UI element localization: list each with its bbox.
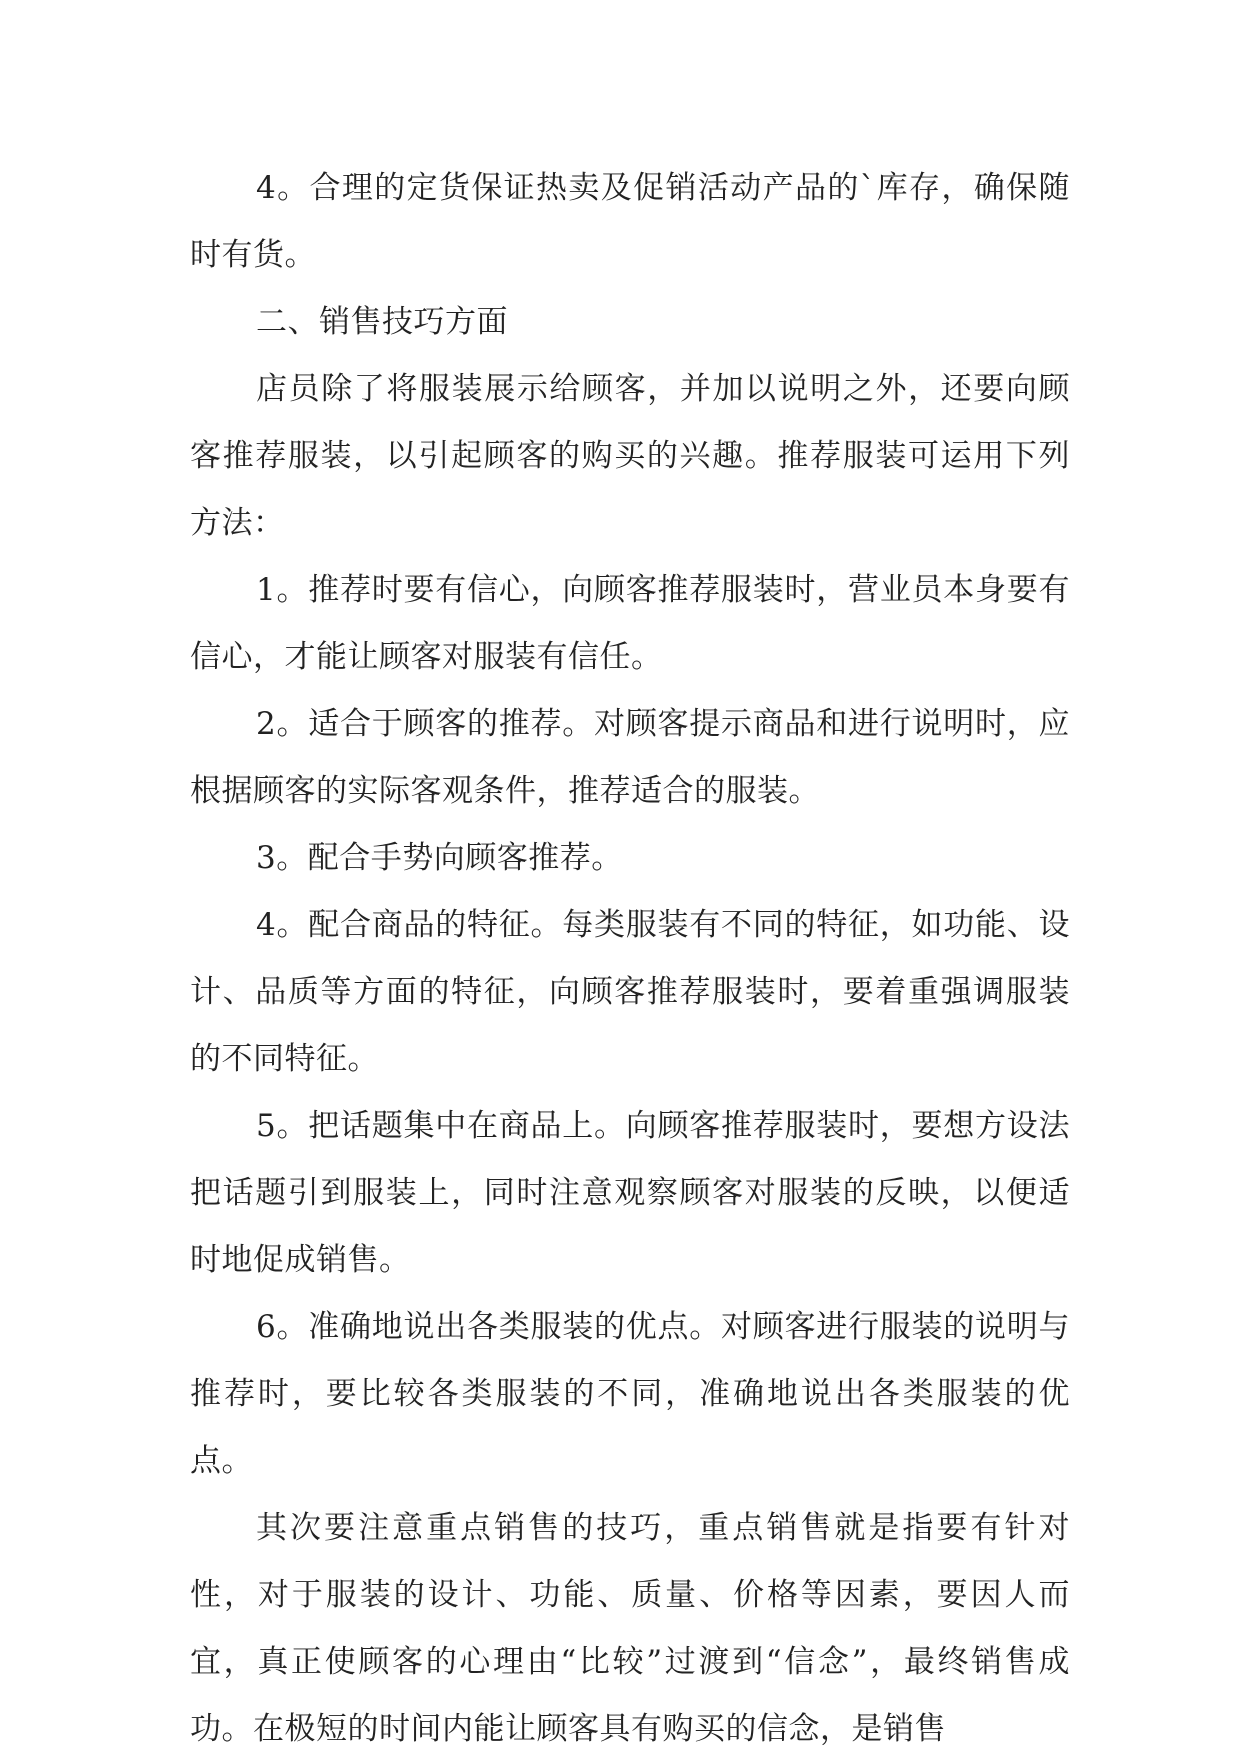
paragraph-recommend-intro: 店员除了将服装展示给顾客，并加以说明之外，还要向顾客推荐服装，以引起顾客的购买的兴趣。推荐服装可运用下列方法： [190, 371, 1070, 541]
list-item-topic-focus: 5。把话题集中在商品上。向顾客推荐服装时，要想方设法把话题引到服装上，同时注意观察顾客对服装的反映，以便适时地促成销售。 [190, 1108, 1070, 1278]
list-item-confidence: 1。推荐时要有信心，向顾客推荐服装时，营业员本身要有信心，才能让顾客对服装有信任。 [190, 572, 1070, 675]
body-text [190, 155, 1070, 1763]
section-heading-sales-skills: 二、销售技巧方面 [256, 304, 508, 340]
list-item-gesture: 3。配合手势向顾客推荐。 [256, 840, 623, 876]
list-item-advantages: 6。准确地说出各类服装的优点。对顾客进行服装的说明与推荐时，要比较各类服装的不同，准确地说出各类服装的优点。 [190, 1309, 1070, 1479]
list-item-features: 4。配合商品的特征。每类服装有不同的特征，如功能、设计、品质等方面的特征，向顾客推荐服装时，要着重强调服装的不同特征。 [190, 907, 1070, 1077]
paragraph-key-selling: 其次要注意重点销售的技巧，重点销售就是指要有针对性，对于服装的设计、功能、质量、价格等因素，要因人而宜，真正使顾客的心理由“比较”过渡到“信念”，最终销售成功。在极短的时间内能让顾客具有购买的信念，是销售 [190, 1510, 1070, 1747]
paragraph-stock-guarantee: 4。合理的定货保证热卖及促销活动产品的`库存，确保随时有货。 [190, 170, 1070, 273]
list-item-suitable: 2。适合于顾客的推荐。对顾客提示商品和进行说明时，应根据顾客的实际客观条件，推荐适合的服装。 [190, 706, 1070, 809]
